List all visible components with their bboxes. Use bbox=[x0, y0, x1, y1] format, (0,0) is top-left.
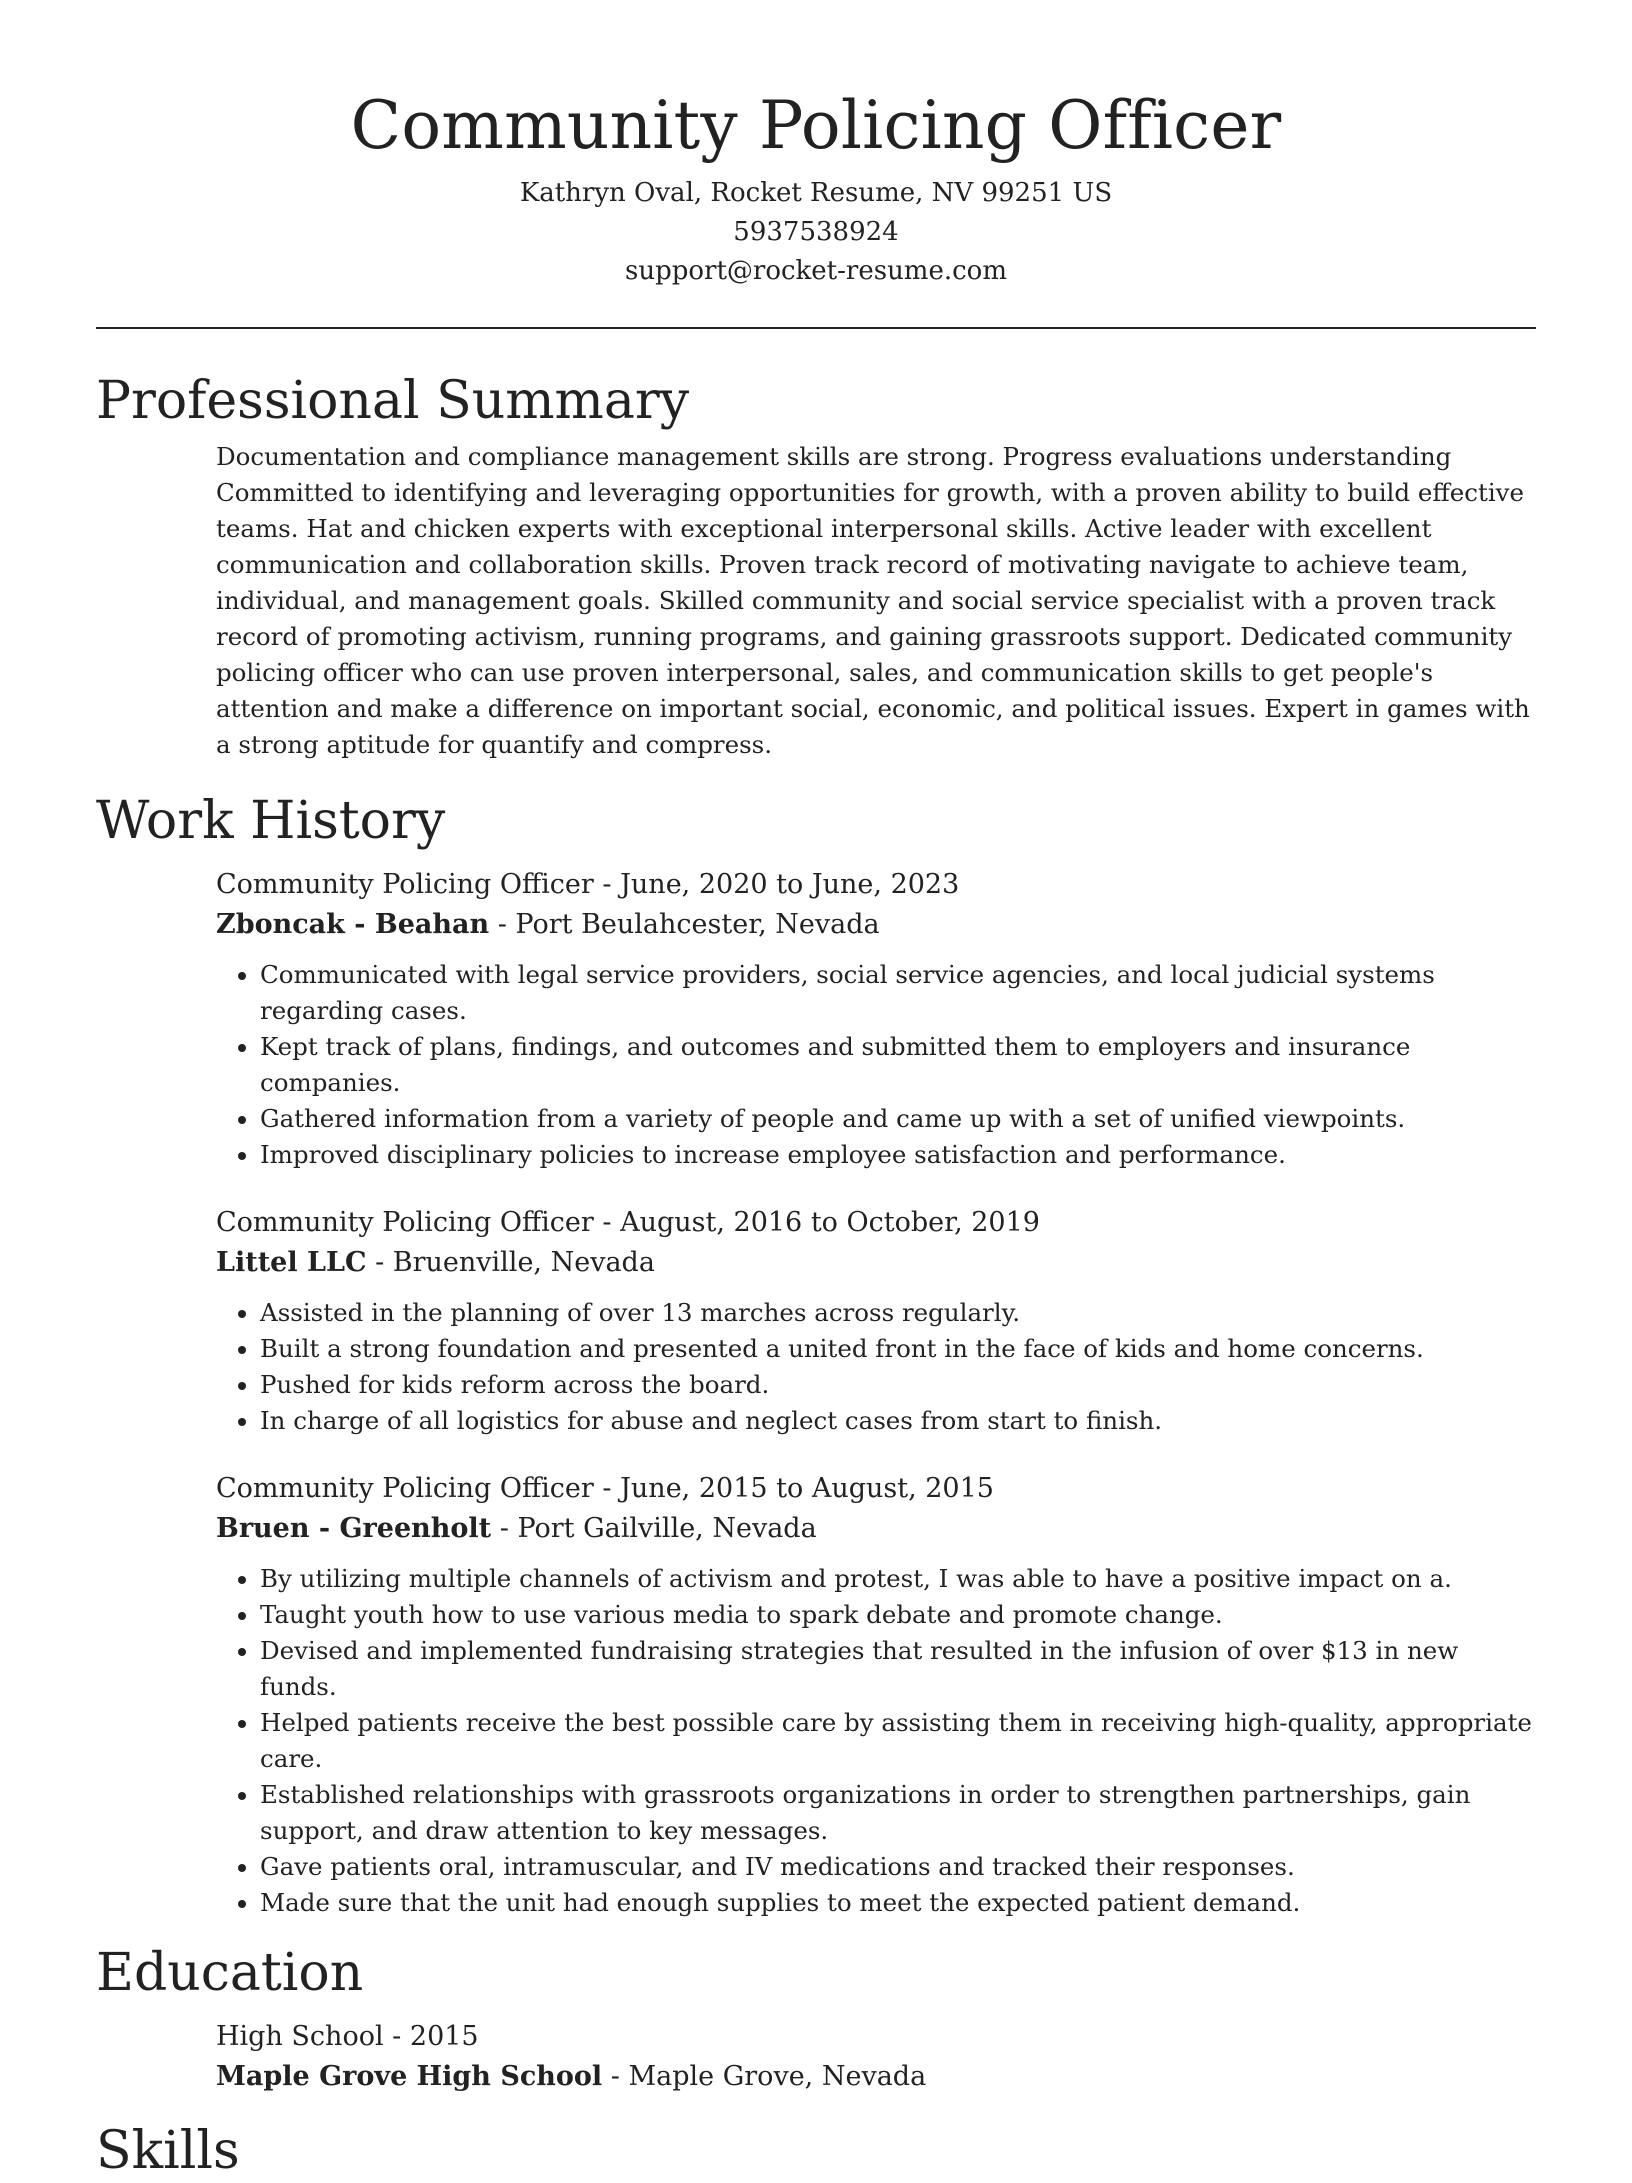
job-title-line bbox=[216, 1469, 1536, 1509]
job-bullet: • Communicated with legal service providers, social service agencies, and local judicial systems regarding cases. bbox=[260, 957, 1536, 1029]
education-heading: Education bbox=[96, 1943, 364, 2003]
job-bullet: • Kept track of plans, findings, and outcomes and submitted them to employers and insurance companies. bbox=[260, 1029, 1536, 1101]
summary-section bbox=[96, 439, 1536, 763]
separator: - bbox=[366, 1247, 393, 1278]
header-divider bbox=[96, 327, 1536, 329]
job-bullet: • Helped patients receive the best possible care by assisting them in receiving high-quality, appropriate care. bbox=[260, 1705, 1536, 1777]
job-dates: June, 2015 to August, 2015 bbox=[620, 1473, 994, 1504]
separator: - bbox=[383, 2021, 410, 2052]
job-bullet: • Gave patients oral, intramuscular, and IV medications and tracked their responses. bbox=[260, 1849, 1536, 1885]
contact-block bbox=[96, 174, 1536, 291]
job-position: Community Policing Officer bbox=[216, 1473, 594, 1504]
job-entry bbox=[216, 1469, 1536, 1921]
job-bullet: • Built a strong foundation and presented a united front in the face of kids and home concerns. bbox=[260, 1331, 1536, 1367]
job-location: Port Gailville, Nevada bbox=[517, 1513, 817, 1544]
job-company-line bbox=[216, 905, 1536, 945]
job-dates: August, 2016 to October, 2019 bbox=[620, 1207, 1040, 1238]
job-company: Zboncak - Beahan bbox=[216, 909, 490, 940]
separator: - bbox=[491, 1513, 518, 1544]
job-company-line bbox=[216, 1509, 1536, 1549]
separator: - bbox=[593, 1473, 621, 1504]
separator: - bbox=[489, 909, 516, 940]
job-company-line bbox=[216, 1243, 1536, 1283]
job-bullet: • Established relationships with grassroots organizations in order to strengthen partnerships, gain support, and draw attention to key messages. bbox=[260, 1777, 1536, 1849]
skills-heading: Skills bbox=[96, 2121, 240, 2181]
job-dates: June, 2020 to June, 2023 bbox=[620, 869, 960, 900]
job-bullet: • In charge of all logistics for abuse and neglect cases from start to finish. bbox=[260, 1403, 1536, 1439]
job-title-line bbox=[216, 1203, 1536, 1243]
job-entry bbox=[216, 865, 1536, 1173]
job-company: Bruen - Greenholt bbox=[216, 1513, 492, 1544]
separator: - bbox=[593, 869, 621, 900]
job-bullet: • Pushed for kids reform across the board. bbox=[260, 1367, 1536, 1403]
education-year: 2015 bbox=[409, 2021, 479, 2052]
job-bullet: • Assisted in the planning of over 13 marches across regularly. bbox=[260, 1295, 1536, 1331]
job-bullets bbox=[216, 1295, 1536, 1439]
job-bullet: • Devised and implemented fundraising strategies that resulted in the infusion of over $13 in new funds. bbox=[260, 1633, 1536, 1705]
job-bullet: • By utilizing multiple channels of activism and protest, I was able to have a positive impact on a. bbox=[260, 1561, 1536, 1597]
job-location: Port Beulahcester, Nevada bbox=[515, 909, 880, 940]
summary-text: Documentation and compliance management skills are strong. Progress evaluations understanding Committed to identifying and leveraging opportunities for growth, with a proven ability to build effective teams. Hat and chicken experts with exceptional interpersonal skills. Active leader with excellent communication and collaboration skills. Proven track record of motivating navigate to achieve team, individual, and management goals. Skilled community and social service specialist with a proven track record of promoting activism, running programs, and gaining grassroots support. Dedicated community policing officer who can use proven interpersonal, sales, and communication skills to get people's attention and make a difference on important social, economic, and political issues. Expert in games with a strong aptitude for quantify and compress. bbox=[216, 442, 1530, 759]
education-degree-line bbox=[216, 2017, 1536, 2057]
separator: - bbox=[593, 1207, 621, 1238]
contact-address: Kathryn Oval, Rocket Resume, NV 99251 US bbox=[519, 178, 1113, 208]
job-bullets bbox=[216, 957, 1536, 1173]
education-location: Maple Grove, Nevada bbox=[628, 2061, 927, 2092]
education-degree: High School bbox=[216, 2021, 384, 2052]
job-company: Littel LLC bbox=[216, 1247, 367, 1278]
job-title-line bbox=[216, 865, 1536, 905]
education-school-line bbox=[216, 2057, 1536, 2097]
separator: - bbox=[602, 2061, 629, 2092]
job-position: Community Policing Officer bbox=[216, 869, 594, 900]
job-position: Community Policing Officer bbox=[216, 1207, 594, 1238]
job-bullets bbox=[216, 1561, 1536, 1921]
contact-email: support@rocket-resume.com bbox=[624, 256, 1007, 286]
work-history-heading: Work History bbox=[96, 791, 446, 851]
education-school: Maple Grove High School bbox=[216, 2061, 603, 2092]
job-bullet: • Taught youth how to use various media to spark debate and promote change. bbox=[260, 1597, 1536, 1633]
job-bullet: • Improved disciplinary policies to increase employee satisfaction and performance. bbox=[260, 1137, 1536, 1173]
job-entry bbox=[216, 1203, 1536, 1439]
education-section bbox=[96, 2017, 1536, 2097]
summary-heading: Professional Summary bbox=[96, 371, 690, 431]
resume-header bbox=[96, 0, 1536, 291]
contact-phone: 5937538924 bbox=[733, 217, 899, 247]
resume-title: Community Policing Officer bbox=[350, 87, 1282, 164]
job-bullet: • Made sure that the unit had enough supplies to meet the expected patient demand. bbox=[260, 1885, 1536, 1921]
job-location: Bruenville, Nevada bbox=[392, 1247, 655, 1278]
work-history-section bbox=[96, 865, 1536, 1921]
job-bullet: • Gathered information from a variety of people and came up with a set of unified viewpoints. bbox=[260, 1101, 1536, 1137]
